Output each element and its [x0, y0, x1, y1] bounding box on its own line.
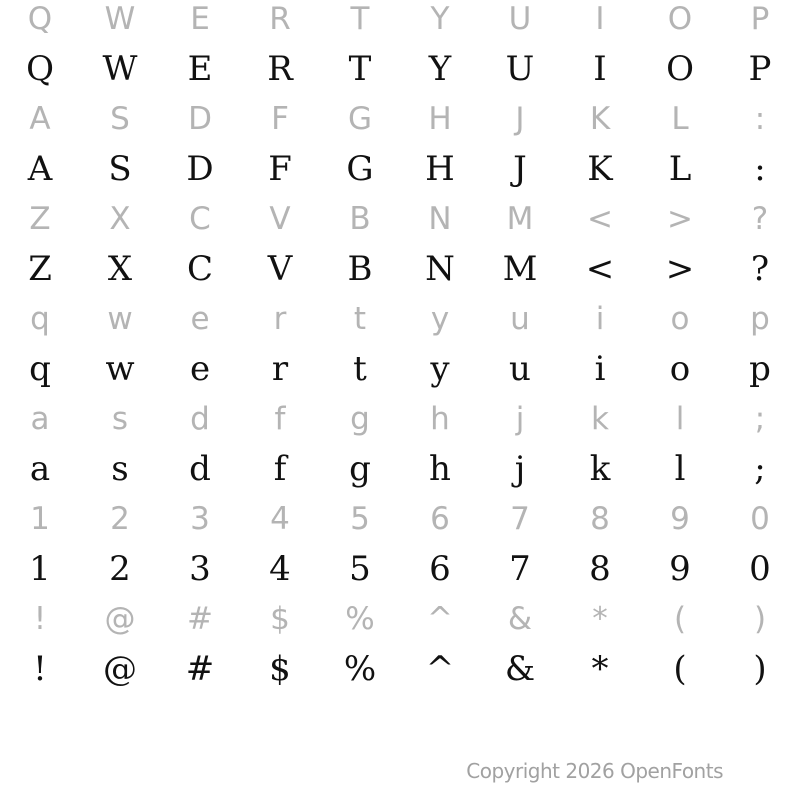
glyph-cell: 8: [589, 549, 611, 589]
copyright-text: Copyright 2026 OpenFonts: [466, 759, 723, 783]
glyph-cell: 2: [110, 501, 130, 537]
glyph-cell: <: [585, 249, 615, 289]
glyph-cell: K: [589, 101, 611, 137]
glyph-cell: !: [33, 601, 47, 637]
glyph-cell: y: [430, 301, 450, 337]
glyph-cell: Z: [28, 249, 52, 289]
glyph-cell: Z: [29, 201, 51, 237]
glyph-cell: S: [110, 101, 130, 137]
glyph-cell: 2: [109, 549, 131, 589]
glyph-cell: ): [753, 601, 767, 637]
glyph-cell: ^: [425, 649, 455, 689]
glyph-cell: 1: [29, 549, 51, 589]
glyph-cell: r: [273, 301, 287, 337]
glyph-cell: g: [350, 401, 370, 437]
glyph-cell: 1: [30, 501, 50, 537]
glyph-cell: Y: [428, 49, 452, 89]
glyph-cell: M: [506, 201, 534, 237]
glyph-cell: 8: [590, 501, 610, 537]
glyph-cell: h: [430, 401, 450, 437]
glyph-cell: N: [428, 201, 452, 237]
specimen-row-glyph: [0, 544, 800, 594]
glyph-cell: r: [271, 349, 289, 389]
glyph-cell: @: [103, 649, 137, 689]
glyph-cell: g: [349, 449, 371, 489]
glyph-cell: R: [269, 1, 291, 37]
glyph-cell: V: [269, 201, 291, 237]
glyph-cell: 6: [430, 501, 450, 537]
glyph-cell: K: [587, 149, 613, 189]
glyph-cell: H: [428, 101, 452, 137]
glyph-cell: D: [188, 101, 212, 137]
glyph-cell: q: [30, 301, 50, 337]
glyph-cell: 5: [349, 549, 371, 589]
glyph-cell: B: [347, 249, 373, 289]
glyph-cell: f: [273, 449, 287, 489]
glyph-cell: T: [350, 1, 370, 37]
glyph-cell: 0: [749, 549, 771, 589]
glyph-cell: Q: [26, 49, 54, 89]
glyph-cell: o: [669, 349, 691, 389]
glyph-cell: O: [667, 1, 693, 37]
glyph-cell: :: [754, 101, 766, 137]
glyph-cell: #: [185, 649, 215, 689]
glyph-cell: W: [102, 49, 138, 89]
glyph-cell: X: [107, 249, 133, 289]
glyph-cell: I: [595, 1, 605, 37]
glyph-cell: p: [750, 301, 770, 337]
specimen-row-preview: [0, 94, 800, 144]
glyph-cell: %: [343, 649, 377, 689]
glyph-cell: 9: [669, 549, 691, 589]
glyph-cell: <: [587, 201, 613, 237]
glyph-cell: C: [186, 249, 213, 289]
specimen-row-glyph: [0, 244, 800, 294]
glyph-cell: L: [671, 101, 689, 137]
glyph-cell: 6: [429, 549, 451, 589]
glyph-cell: :: [754, 149, 766, 189]
glyph-cell: k: [591, 401, 609, 437]
glyph-cell: %: [345, 601, 375, 637]
glyph-cell: t: [353, 301, 367, 337]
glyph-cell: #: [187, 601, 213, 637]
glyph-cell: @: [104, 601, 136, 637]
glyph-cell: u: [509, 349, 531, 389]
glyph-cell: R: [267, 49, 293, 89]
glyph-cell: *: [592, 601, 608, 637]
glyph-cell: B: [349, 201, 371, 237]
glyph-cell: (: [673, 649, 687, 689]
glyph-cell: >: [667, 201, 693, 237]
glyph-cell: C: [189, 201, 211, 237]
glyph-cell: A: [27, 149, 53, 189]
glyph-cell: M: [502, 249, 538, 289]
specimen-row-preview: [0, 194, 800, 244]
glyph-cell: $: [270, 601, 290, 637]
glyph-cell: D: [186, 149, 214, 189]
glyph-cell: T: [348, 49, 372, 89]
glyph-cell: ;: [754, 401, 766, 437]
glyph-cell: ?: [751, 201, 769, 237]
glyph-cell: h: [429, 449, 451, 489]
glyph-cell: &: [507, 601, 533, 637]
glyph-cell: j: [514, 449, 526, 489]
glyph-cell: e: [190, 301, 210, 337]
glyph-cell: p: [749, 349, 771, 389]
glyph-cell: s: [111, 401, 129, 437]
glyph-cell: U: [505, 49, 535, 89]
glyph-cell: W: [104, 1, 136, 37]
glyph-cell: X: [109, 201, 131, 237]
specimen-row-glyph: [0, 644, 800, 694]
glyph-cell: L: [668, 149, 692, 189]
glyph-cell: O: [666, 49, 694, 89]
glyph-cell: q: [29, 349, 51, 389]
glyph-cell: d: [190, 401, 210, 437]
glyph-cell: o: [670, 301, 690, 337]
glyph-cell: V: [267, 249, 293, 289]
glyph-cell: *: [591, 649, 609, 689]
specimen-row-preview: [0, 394, 800, 444]
glyph-cell: 5: [350, 501, 370, 537]
glyph-cell: F: [271, 101, 289, 137]
glyph-cell: 7: [510, 501, 530, 537]
glyph-cell: l: [674, 449, 686, 489]
glyph-cell: ): [753, 649, 767, 689]
glyph-cell: i: [595, 301, 605, 337]
specimen-row-preview: [0, 494, 800, 544]
glyph-cell: y: [430, 349, 450, 389]
glyph-cell: S: [108, 149, 132, 189]
glyph-cell: t: [353, 349, 367, 389]
glyph-cell: 3: [189, 549, 211, 589]
glyph-cell: Q: [27, 1, 53, 37]
glyph-cell: a: [30, 401, 50, 437]
glyph-cell: 3: [190, 501, 210, 537]
glyph-cell: f: [274, 401, 286, 437]
glyph-cell: i: [594, 349, 606, 389]
glyph-cell: ;: [754, 449, 766, 489]
specimen-row-glyph: [0, 444, 800, 494]
glyph-cell: j: [515, 401, 525, 437]
specimen-row-glyph: [0, 44, 800, 94]
glyph-cell: >: [665, 249, 695, 289]
glyph-cell: $: [269, 649, 291, 689]
glyph-cell: F: [268, 149, 292, 189]
glyph-cell: l: [675, 401, 685, 437]
glyph-cell: A: [29, 101, 51, 137]
glyph-cell: I: [593, 49, 607, 89]
glyph-cell: ?: [750, 249, 770, 289]
glyph-cell: P: [748, 49, 772, 89]
glyph-cell: G: [346, 149, 374, 189]
glyph-cell: Y: [430, 1, 450, 37]
glyph-cell: J: [515, 101, 525, 137]
glyph-cell: N: [425, 249, 455, 289]
glyph-cell: k: [589, 449, 611, 489]
glyph-cell: d: [189, 449, 211, 489]
glyph-cell: (: [673, 601, 687, 637]
specimen-row-preview: [0, 594, 800, 644]
glyph-cell: P: [750, 1, 770, 37]
glyph-cell: H: [425, 149, 455, 189]
specimen-row-preview: [0, 0, 800, 44]
glyph-cell: a: [29, 449, 51, 489]
specimen-row-glyph: [0, 144, 800, 194]
glyph-cell: E: [190, 1, 210, 37]
specimen-row-preview: [0, 294, 800, 344]
glyph-cell: s: [111, 449, 129, 489]
glyph-cell: e: [189, 349, 211, 389]
glyph-cell: J: [513, 149, 527, 189]
glyph-cell: U: [508, 1, 532, 37]
glyph-cell: E: [187, 49, 213, 89]
glyph-cell: G: [347, 101, 373, 137]
glyph-cell: 7: [509, 549, 531, 589]
specimen-row-glyph: [0, 344, 800, 394]
glyph-cell: &: [504, 649, 536, 689]
glyph-cell: 0: [750, 501, 770, 537]
glyph-cell: !: [33, 649, 47, 689]
glyph-cell: 4: [270, 501, 290, 537]
glyph-cell: 4: [269, 549, 291, 589]
glyph-cell: w: [107, 301, 133, 337]
glyph-cell: 9: [670, 501, 690, 537]
glyph-cell: ^: [427, 601, 453, 637]
glyph-cell: u: [510, 301, 530, 337]
glyph-cell: w: [105, 349, 135, 389]
